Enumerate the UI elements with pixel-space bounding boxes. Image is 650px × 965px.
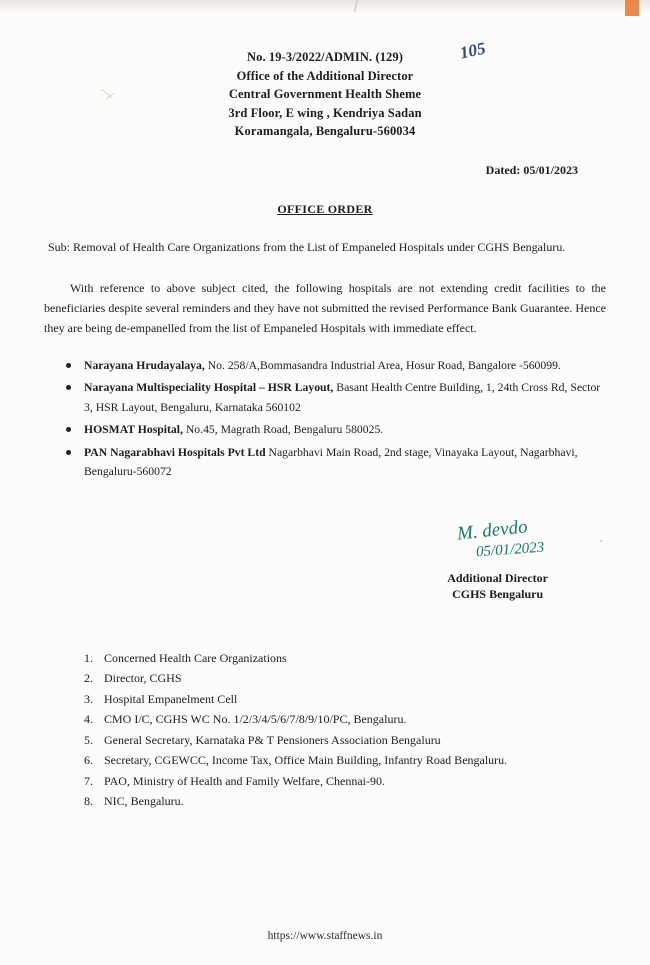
body-paragraph <box>44 278 606 338</box>
list-item <box>62 443 606 482</box>
signature-block <box>44 515 606 604</box>
signatory-designation <box>447 570 548 602</box>
list-item: 5. General Secretary, Karnataka P& T Pensioners Association Bengaluru <box>96 730 606 751</box>
hospital-name: Narayana Hrudayalaya, <box>84 358 205 372</box>
subject-line: Sub: Removal of Health Care Organizations from the List of Empaneled Hospitals under CGHS Bengaluru. <box>48 239 566 254</box>
handwritten-signature: M. devdo <box>456 515 529 545</box>
office-line: Office of the Additional Director <box>236 68 414 83</box>
hospital-name: PAN Nagarabhavi Hospitals Pvt Ltd <box>84 445 266 459</box>
hospital-name: Narayana Multispeciality Hospital – HSR Layout, <box>84 381 334 394</box>
copy-to-list <box>44 648 606 812</box>
handwritten-number: 105 <box>458 38 488 63</box>
list-item: 8. NIC, Bengaluru. <box>96 791 606 812</box>
designation-line-1: Additional Director <box>447 570 548 585</box>
list-item <box>62 378 606 417</box>
footer-url[interactable]: https://www.staffnews.in <box>267 930 383 942</box>
list-item: 2. Director, CGHS <box>96 668 606 689</box>
date-line: Dated: 05/01/2023 <box>485 162 578 177</box>
hospital-address: Nagarbhavi Main Road, 2nd stage, Vinayaka Layout, Nagarbhavi, Bengaluru-560072 <box>84 445 578 478</box>
hospital-list <box>44 356 606 482</box>
body-paragraph-text: With reference to above subject cited, the following hospitals are not extending credit facilities to the beneficiaries despite several reminders and they have not submitted the revised Performance Bank Guarantee. Hence they are being de-empanelled from the list of Empaneled Hospitals with immediate effect. <box>44 280 606 335</box>
list-item <box>62 420 606 440</box>
address-line-1: 3rd Floor, E wing , Kendriya Sadan <box>228 105 422 120</box>
file-number: No. 19-3/2022/ADMIN. (129) <box>246 50 404 64</box>
address-line-2: Koramangala, Bengaluru-560034 <box>234 124 416 138</box>
hospital-address: No.45, Magrath Road, Bengaluru 580025. <box>182 423 384 436</box>
hospital-name: HOSMAT Hospital, <box>84 423 183 436</box>
list-item: 7. PAO, Ministry of Health and Family Welfare, Chennai-90. <box>96 771 606 792</box>
hospital-address: No. 258/A,Bommasandra Industrial Area, Hosur Road, Bangalore -560099. <box>204 358 561 372</box>
list-item: 3. Hospital Empanelment Cell <box>96 689 606 710</box>
document-title: OFFICE ORDER <box>277 201 373 216</box>
list-item: 4. CMO I/C, CGHS WC No. 1/2/3/4/5/6/7/8/9/10/PC, Bengaluru. <box>96 709 606 730</box>
list-item: 1. Concerned Health Care Organizations <box>96 648 606 669</box>
department-line: Central Government Health Sheme <box>228 87 422 101</box>
file-number-line <box>44 38 606 67</box>
hospital-address: Basant Health Centre Building, 1, 24th Cross Rd, Sector 3, HSR Layout, Bengaluru, Karnataka 560102 <box>84 381 601 414</box>
designation-line-2: CGHS Bengaluru <box>452 586 544 601</box>
handwritten-signature-date: 05/01/2023 <box>475 539 545 560</box>
list-item <box>62 356 606 376</box>
list-item: 6. Secretary, CGEWCC, Income Tax, Office Main Building, Infantry Road Bengaluru. <box>96 750 606 771</box>
